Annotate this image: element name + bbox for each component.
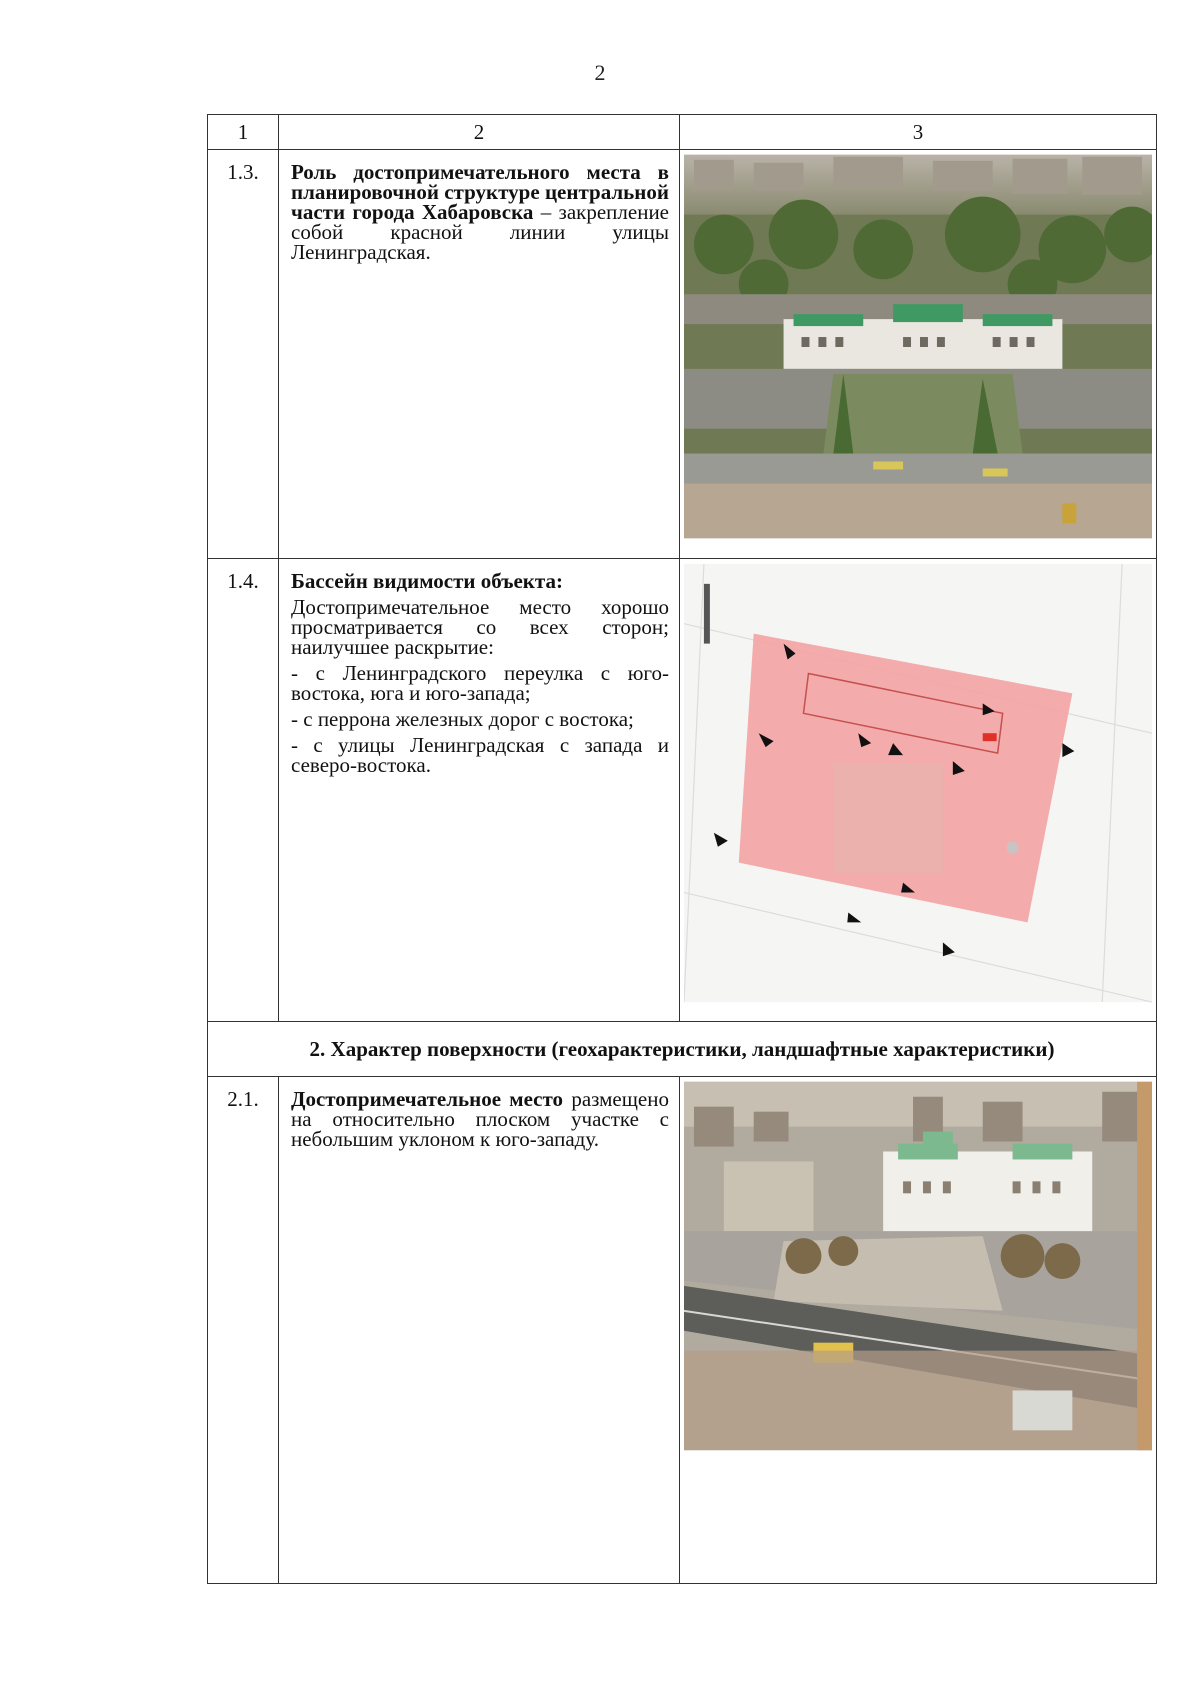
row-bold-text: Достопримечательное место: [291, 1087, 564, 1111]
table-row: [208, 559, 1157, 1022]
visibility-map: [684, 563, 1152, 1003]
row-paragraph: - с улицы Ленинградская с запада и северо-востока.: [291, 733, 669, 777]
row-description: [279, 150, 680, 559]
row-bold-text: Роль достопримечательного места в планировочной структуре центральной части города Хабаровска: [291, 160, 669, 224]
section-2-title: 2. Характер поверхности (геохарактеристики, ландшафтные характеристики): [208, 1022, 1157, 1077]
column-header-2: 2: [279, 115, 680, 150]
row-number: 1.3.: [208, 150, 279, 559]
row-description: [279, 559, 680, 1022]
row-paragraph: - с перрона железных дорог с востока;: [291, 707, 634, 731]
attributes-table: [207, 114, 1157, 1584]
section-heading-row: [208, 1022, 1157, 1077]
row-heading: Бассейн видимости объекта:: [291, 569, 563, 593]
row-image-cell: [680, 1077, 1157, 1584]
row-image-cell: [680, 150, 1157, 559]
row-text: размещено на относительно плоском участке с небольшим уклоном к юго-западу.: [291, 1087, 669, 1151]
row-paragraph: Достопримечательное место хорошо просматривается со всех сторон; наилучшее раскрытие:: [291, 595, 669, 659]
aerial-photo-station: [684, 154, 1152, 539]
row-text: – закрепление собой красной линии улицы Ленинградская.: [291, 200, 669, 264]
aerial-photo-square: [684, 1081, 1152, 1451]
row-paragraph: - с Ленинградского переулка с юго-востока, юга и юго-запада;: [291, 661, 669, 705]
row-image-cell: [680, 559, 1157, 1022]
page-number: 2: [594, 60, 606, 85]
row-number: 1.4.: [208, 559, 279, 1022]
table-row: [208, 150, 1157, 559]
column-header-row: [208, 115, 1157, 150]
column-header-3: 3: [680, 115, 1157, 150]
row-number: 2.1.: [208, 1077, 279, 1584]
column-header-1: 1: [208, 115, 279, 150]
row-description: [279, 1077, 680, 1584]
table-row: [208, 1077, 1157, 1584]
